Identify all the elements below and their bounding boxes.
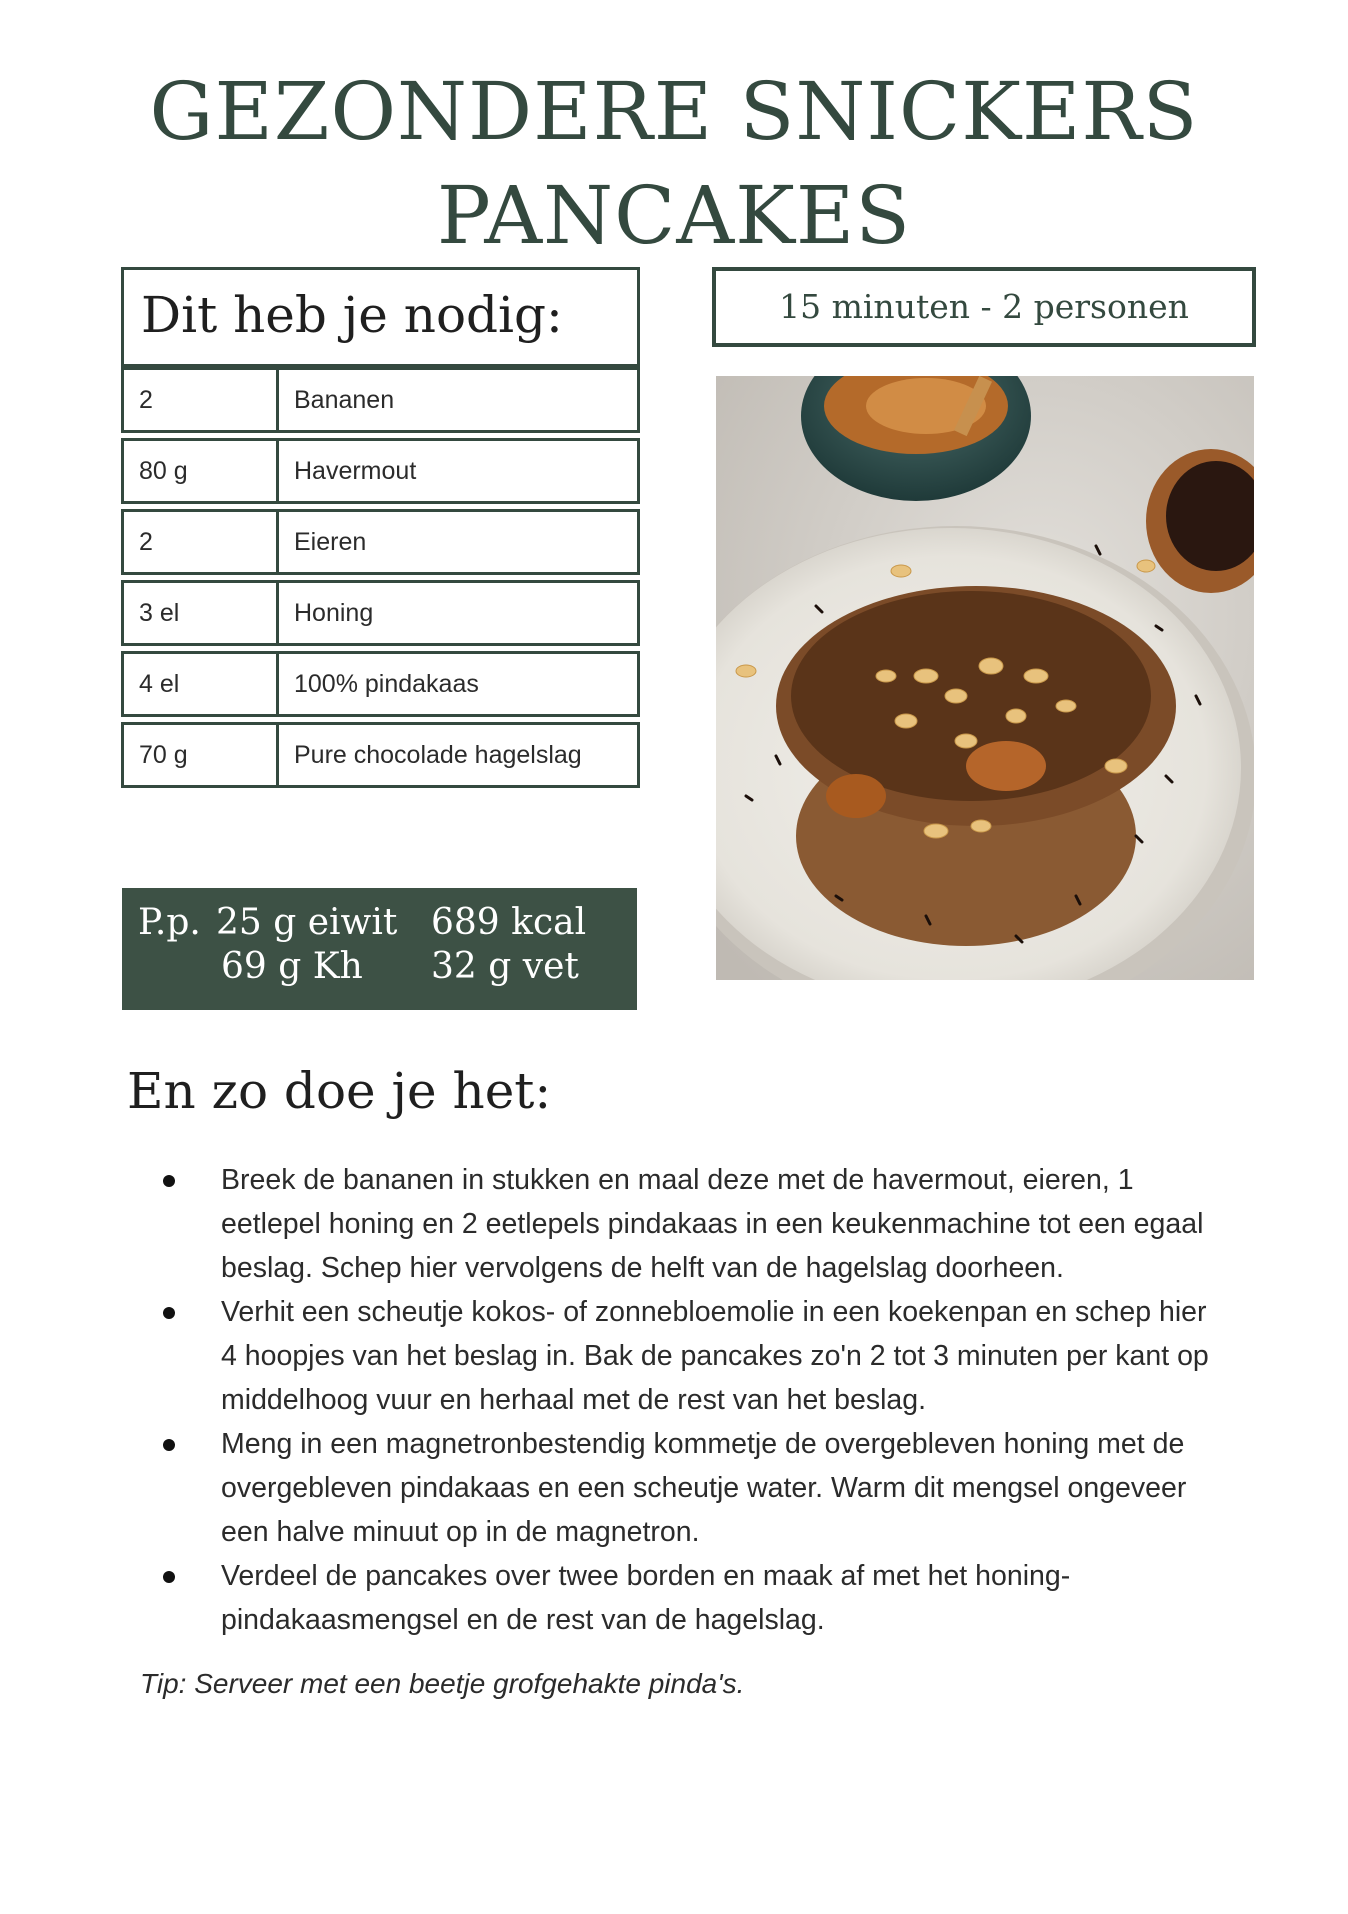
method-heading: En zo doe je het:	[127, 1062, 552, 1120]
ingredient-name: Pure chocolade hagelslag	[294, 741, 582, 769]
ingredients-heading: Dit heb je nodig:	[141, 286, 563, 344]
ingredient-name: Bananen	[294, 386, 395, 414]
step-text: Meng in een magnetronbestendig kommetje de overgebleven honing met de overgebleven pindakaas en een scheutje water. Warm dit mengsel ongeveer een halve minuut op in de magnetron.	[221, 1428, 1187, 1548]
nutrition-fat: 32 g vet	[431, 946, 579, 987]
ingredient-qty: 4 el	[124, 654, 279, 714]
title-line-2: PANCAKES	[436, 169, 912, 262]
list-item	[160, 1158, 1220, 1290]
list-item	[160, 1290, 1220, 1422]
ingredients-table	[121, 367, 640, 793]
ingredient-qty: 80 g	[124, 441, 279, 501]
ingredient-qty: 3 el	[124, 583, 279, 643]
nutrition-carbs: 69 g Kh	[221, 946, 363, 987]
bullet-icon	[163, 1175, 175, 1187]
ingredient-name: Eieren	[294, 528, 367, 556]
table-row	[121, 367, 640, 433]
ingredient-name: Honing	[294, 599, 374, 627]
table-row	[121, 438, 640, 504]
step-text: Verdeel de pancakes over twee borden en maak af met het honing-pindakaasmengsel en de rest van de hagelslag.	[221, 1560, 1071, 1636]
table-row	[121, 722, 640, 788]
ingredient-name: 100% pindakaas	[294, 670, 479, 698]
list-item	[160, 1554, 1220, 1642]
table-row	[121, 580, 640, 646]
method-steps	[160, 1158, 1220, 1642]
ingredients-header	[121, 267, 640, 367]
table-row	[121, 509, 640, 575]
pancake-photo-illustration	[716, 376, 1254, 980]
table-row	[121, 651, 640, 717]
step-text: Breek de bananen in stukken en maal deze met de havermout, eieren, 1 eetlepel honing en 2 eetlepels pindakaas in een keukenmachine tot een egaal beslag. Schep hier vervolgens de helft van de hagelslag doorheen.	[221, 1164, 1204, 1284]
bullet-icon	[163, 1571, 175, 1583]
ingredient-qty: 70 g	[124, 725, 279, 785]
step-text: Verhit een scheutje kokos- of zonnebloemolie in een koekenpan en schep hier 4 hoopjes van het beslag in. Bak de pancakes zo'n 2 tot 3 minuten per kant op middelhoog vuur en herhaal met de rest van het beslag.	[221, 1296, 1209, 1416]
nutrition-protein: 25 g eiwit	[216, 902, 398, 943]
ingredient-name: Havermout	[294, 457, 417, 485]
nutrition-kcal: 689 kcal	[431, 902, 587, 943]
title-line-1: GEZONDERE SNICKERS	[149, 65, 1199, 158]
recipe-photo	[716, 376, 1254, 980]
bullet-icon	[163, 1439, 175, 1451]
nutrition-label: P.p.	[138, 902, 201, 943]
page-title	[0, 60, 1348, 268]
list-item	[160, 1422, 1220, 1554]
ingredient-qty: 2	[124, 512, 279, 572]
time-servings-box: 15 minuten - 2 personen	[712, 267, 1256, 347]
nutrition-box	[122, 888, 637, 1010]
bullet-icon	[163, 1307, 175, 1319]
tip-text: Tip: Serveer met een beetje grofgehakte pinda's.	[140, 1668, 745, 1699]
ingredient-qty: 2	[124, 370, 279, 430]
